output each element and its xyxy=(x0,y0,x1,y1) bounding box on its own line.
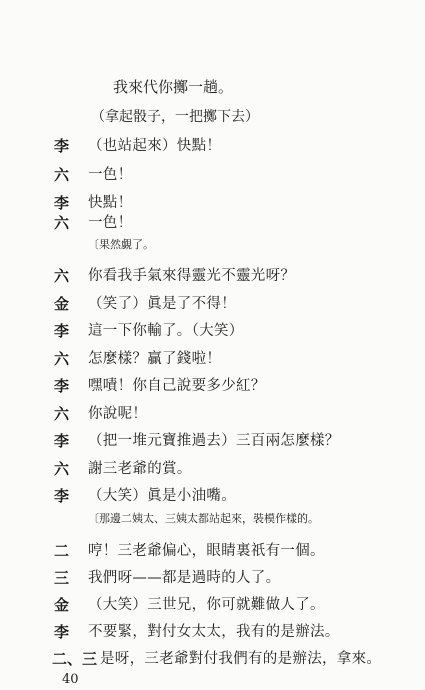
speech-text: 一色！ xyxy=(88,215,133,231)
speech-text: 你說呢！ xyxy=(88,406,148,422)
stage-direction: 〔果然覷了。 xyxy=(88,238,154,251)
speaker-name: 李 xyxy=(54,432,70,450)
speaker-name: 李 xyxy=(54,487,70,505)
speaker-name: 六 xyxy=(54,405,70,423)
speech-text: 怎麼樣？贏了錢啦！ xyxy=(88,351,222,367)
speech-text: 你看我手氣來得靈光不靈光呀？ xyxy=(88,268,296,284)
intro-line: 我來代你擲一趟。 xyxy=(113,78,234,96)
speech-text: （也站起來）快點！ xyxy=(88,138,222,154)
speaker-name: 六 xyxy=(54,214,70,232)
speaker-name: 二 xyxy=(54,542,70,560)
speaker-name: 金 xyxy=(54,596,70,614)
speech-text: 快點！ xyxy=(88,195,133,211)
speaker-name: 三 xyxy=(54,569,70,587)
stage-direction: （拿起骰子，一把擲下去） xyxy=(91,109,259,125)
speaker-name: 李 xyxy=(54,194,70,212)
speaker-name: 六 xyxy=(54,267,70,285)
speaker-name: 六 xyxy=(54,350,70,368)
speech-text: （笑了）眞是了不得！ xyxy=(88,296,236,312)
speaker-name: 李 xyxy=(54,137,70,155)
speaker-name: 李 xyxy=(54,322,70,340)
stage-direction: 〔那邊二姨太、三姨太都站起來，裝模作樣的。 xyxy=(88,512,319,525)
speech-text: 不要緊，對付女太太，我有的是辦法。 xyxy=(88,624,340,640)
speech-text: 謝三老爺的賞。 xyxy=(88,461,192,477)
speaker-name: 六 xyxy=(54,460,70,478)
speech-text: 是呀，三老爺對付我們有的是辦法，拿來。 xyxy=(100,651,382,667)
speech-text: 一色！ xyxy=(88,167,133,183)
speaker-name: 李 xyxy=(54,623,70,641)
speech-text: 我們呀——都是過時的人了。 xyxy=(88,570,281,586)
speech-text: （大笑）三世兄，你可就難做人了。 xyxy=(88,597,325,613)
speech-text: （大笑）眞是小油嘴。 xyxy=(88,488,236,504)
speech-text: 這一下你輸了。（大笑） xyxy=(88,323,244,339)
speaker-name: 金 xyxy=(54,295,70,313)
speaker-name: 六 xyxy=(54,166,70,184)
speech-text: 哼！三老爺偏心，眼睛裏祇有一個。 xyxy=(88,543,325,559)
speaker-name: 二、三 xyxy=(52,650,98,668)
speech-text: （把一堆元寶推過去）三百兩怎麼樣？ xyxy=(88,433,340,449)
speaker-name: 李 xyxy=(54,377,70,395)
speech-text: 嘿嘖！你自己說要多少紅？ xyxy=(88,378,266,394)
page-number: 40 xyxy=(62,672,79,687)
